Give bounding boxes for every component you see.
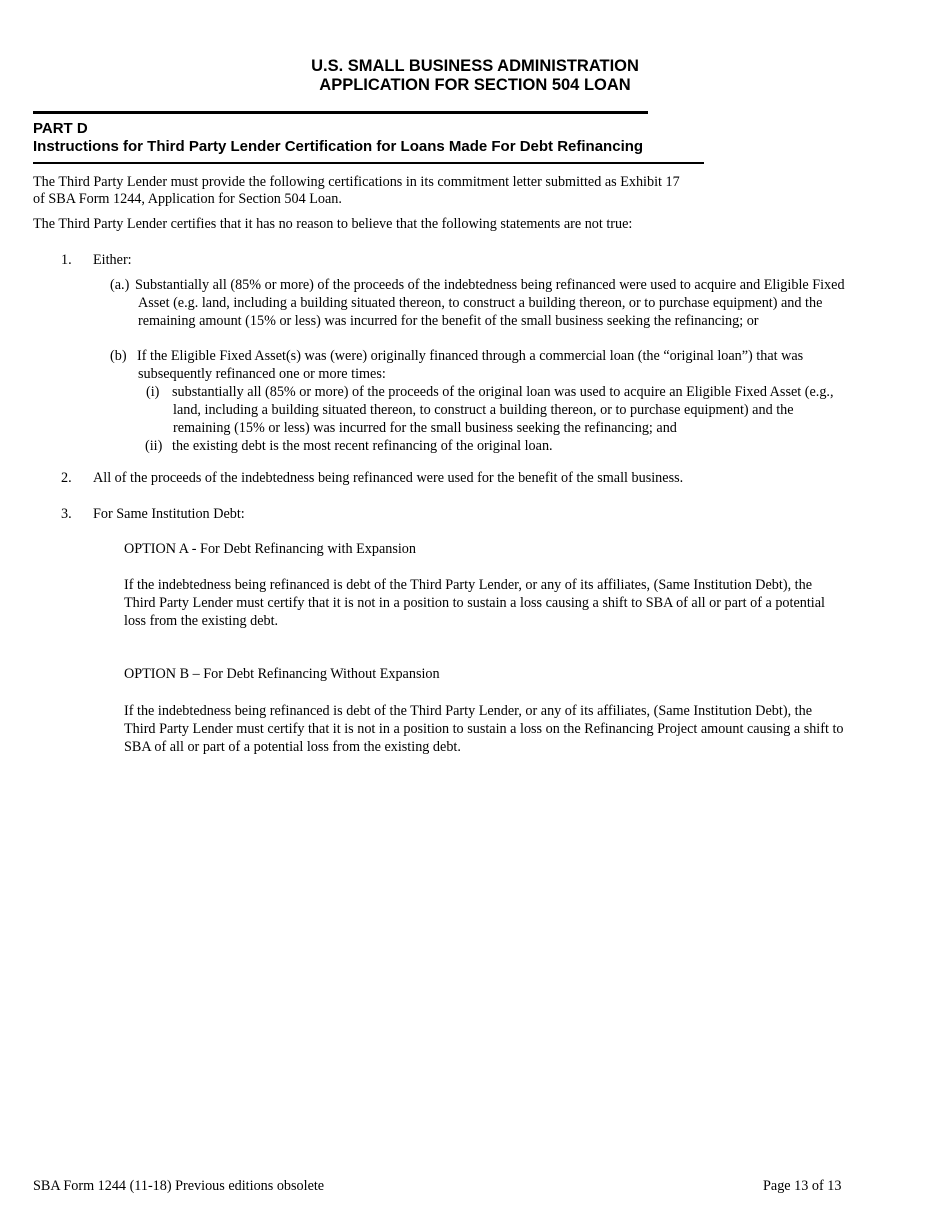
header-divider (33, 111, 648, 114)
item-3-number: 3. (61, 506, 72, 522)
item-1a-line-2: Asset (e.g. land, including a building situated thereon, to construct a building thereon, or to purchase equipment) and the (138, 295, 823, 311)
intro-line-1: The Third Party Lender must provide the following certifications in its commitment letter submitted as Exhibit 17 (33, 174, 680, 190)
item-1-number: 1. (61, 252, 72, 268)
option-b-line-2: Third Party Lender must certify that it is not in a position to sustain a loss on the Refinancing Project amount causing a shift to (124, 721, 844, 737)
item-3-text: For Same Institution Debt: (93, 506, 245, 522)
intro-line-2: of SBA Form 1244, Application for Section 504 Loan. (33, 191, 342, 207)
item-1b-label: (b) (110, 348, 127, 364)
item-1b-line-1: If the Eligible Fixed Asset(s) was (were) originally financed through a commercial loan (the “original loan”) that was (137, 348, 804, 364)
item-2-text: All of the proceeds of the indebtedness being refinanced were used for the benefit of the small business. (93, 470, 684, 486)
item-1b-ii-line-1: the existing debt is the most recent refinancing of the original loan. (172, 438, 553, 454)
intro-statement: The Third Party Lender certifies that it has no reason to believe that the following statements are not true: (33, 216, 633, 232)
item-1-text: Either: (93, 252, 132, 268)
item-1b-i-line-3: remaining (15% or less) was incurred for the small business seeking the refinancing; and (173, 420, 677, 436)
form-title: APPLICATION FOR SECTION 504 LOAN (319, 76, 631, 94)
footer-form-info: SBA Form 1244 (11-18) Previous editions obsolete (33, 1178, 325, 1194)
option-a-line-2: Third Party Lender must certify that it is not in a position to sustain a loss causing a shift to SBA of all or part of a potential (124, 595, 825, 611)
item-2-number: 2. (61, 470, 72, 486)
item-1b-i-label: (i) (146, 384, 160, 400)
part-divider (33, 162, 704, 164)
option-a-line-1: If the indebtedness being refinanced is debt of the Third Party Lender, or any of its affiliates, (Same Institution Debt), the (124, 577, 812, 593)
item-1a-label: (a.) (110, 277, 130, 293)
option-a-heading: OPTION A - For Debt Refinancing with Expansion (124, 541, 416, 557)
footer-page-number: Page 13 of 13 (763, 1178, 842, 1194)
option-b-line-1: If the indebtedness being refinanced is debt of the Third Party Lender, or any of its affiliates, (Same Institution Debt), the (124, 703, 812, 719)
item-1b-i-line-2: land, including a building situated thereon, to construct a building thereon, or to purchase equipment) and the (173, 402, 794, 418)
agency-title: U.S. SMALL BUSINESS ADMINISTRATION (311, 57, 639, 75)
item-1b-i-line-1: substantially all (85% or more) of the proceeds of the original loan was used to acquire an Eligible Fixed Asset (e.g., (172, 384, 834, 400)
part-title: Instructions for Third Party Lender Certification for Loans Made For Debt Refinancing (33, 138, 644, 155)
item-1a-line-1: Substantially all (85% or more) of the proceeds of the indebtedness being refinanced were used to acquire and Eligible Fixed (135, 277, 845, 293)
item-1a-line-3: remaining amount (15% or less) was incurred for the benefit of the small business seeking the refinancing; or (138, 313, 759, 329)
option-b-line-3: SBA of all or part of a potential loss from the existing debt. (124, 739, 461, 755)
part-label: PART D (33, 120, 88, 137)
option-a-line-3: loss from the existing debt. (124, 613, 279, 629)
item-1b-ii-label: (ii) (145, 438, 163, 454)
option-b-heading: OPTION B – For Debt Refinancing Without Expansion (124, 666, 440, 682)
item-1b-line-2: subsequently refinanced one or more times: (138, 366, 386, 382)
